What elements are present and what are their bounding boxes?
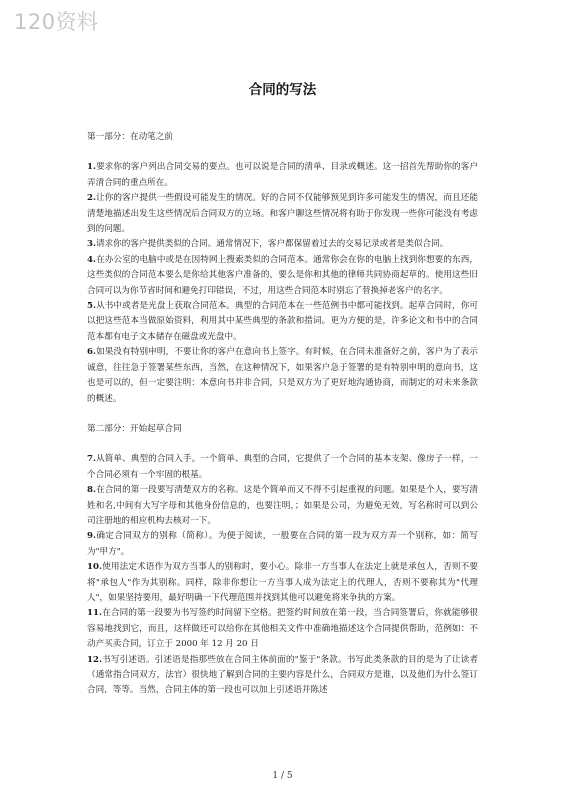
list-item	[87, 253, 478, 299]
list-item	[87, 560, 478, 606]
item-text: 要求你的客户列出合同交易的要点。也可以说是合同的清单、目录或概述。这一招首先帮助你的客户弄清合同的重点所在。	[87, 162, 478, 188]
page-number: 1 / 5	[272, 771, 293, 781]
section-heading: 第一部分：在动笔之前	[87, 132, 173, 142]
item-number: 3.	[87, 239, 96, 250]
item-text: 使用法定术语作为双方当事人的别称时，要小心。除非一方当事人在法定上就是承包人，否则不要将"承包人"作为其别称。同样，除非你想让一方当事人成为法定上的代理人，否则不要称其为"代理人"，如果坚持要用，最好明确一下代理范围并找到其他可以避免将来争执的方案。	[87, 562, 478, 603]
item-text: 从简单、典型的合同入手。一个简单、典型的合同，它提供了一个合同的基本支架、像房子一样，一个合同必须有一个牢固的根基。	[87, 454, 478, 480]
list-item	[87, 606, 478, 652]
item-number: 9.	[87, 531, 96, 542]
item-number: 8.	[87, 485, 96, 496]
list-item	[87, 237, 478, 252]
item-number: 7.	[87, 454, 96, 465]
item-number: 11.	[87, 608, 102, 619]
item-number: 6.	[87, 347, 96, 358]
list-item	[87, 345, 478, 407]
item-number: 1.	[87, 162, 96, 173]
section-heading: 第二部分：开始起草合同	[87, 423, 182, 434]
item-number: 2.	[87, 193, 96, 204]
item-text: 让你的客户提供一些假设可能发生的情况。好的合同不仅能够预见到许多可能发生的情况，而且还能清楚地描述出发生这些情况后合同双方的立场。和客户聊这些情况将有助于你发现一些你可能没有考虑到的问题。	[87, 193, 478, 235]
item-number: 12.	[87, 654, 102, 665]
document-body	[87, 130, 478, 699]
list-item	[87, 653, 478, 699]
list-item	[87, 483, 478, 529]
item-text: 在合同的第一段要为书写签约时间留下空格。把签约时间放在第一段，当合同签署后，你就能够很容易地找到它，而且，这样做还可以给你在其他相关文件中准确地描述这个合同提供帮助，范例如：不动产买卖合同，订立于 2000 年 12 月 20 日	[87, 608, 478, 650]
item-text: 确定合同双方的别称（简称）。为便于阅读，一般要在合同的第一段为双方弄一个别称，如：简写为"甲方"。	[87, 531, 478, 557]
document-title: 合同的写法	[248, 82, 317, 98]
item-text: 请求你的客户提供类似的合同。通常情况下，客户都保留着过去的交易记录或者是类似合同。	[95, 239, 449, 250]
item-text: 在办公室的电脑中或是在因特网上搜索类似的合同范本。通常你会在你的电脑上找到你想要的东西，这些类似的合同范本要么是你给其他客户准备的，要么是你和其他的律师共同协商起草的。使用这些旧合同可以为你节省时间和避免打印错误，不过，用这些合同范本时别忘了替换掉老客户的名字。	[87, 254, 478, 296]
list-item	[87, 160, 478, 191]
list-item	[87, 529, 478, 560]
list-item	[87, 299, 478, 345]
list-item	[87, 452, 478, 483]
item-number: 10.	[87, 562, 102, 573]
item-number: 4.	[87, 254, 96, 265]
watermark-logo: 120资料	[14, 10, 99, 34]
item-number: 5.	[87, 301, 96, 312]
item-text: 在合同的第一段要写清楚双方的名称。这是个简单而又不得不引起重视的问题。如果是个人，要写清姓和名,中间有大写字母和其他身份信息的，也要注明，；如果是公司，为避免无效，写名称时可以到公司注册地的相应机构去核对一下。	[87, 485, 478, 526]
item-text: 如果没有特别申明，不要让你的客户在意向书上签字。有时候，在合同未准备好之前，客户为了表示诚意，往往急于签署某些东西，当然，在这种情况下，如果客户急于签署的是有特别申明的意向书，这也是可以的，但一定要注明：本意向书并非合同，只是双方为了更好地沟通协商，而制定的对未来条款的概述。	[87, 347, 478, 404]
item-text: 从书中或者是光盘上获取合同范本。典型的合同范本在一些范例书中都可能找到。起草合同时，你可以把这些范本当做原始资料，利用其中某些典型的条款和措词。更为方便的是，许多论文和书中的合同范本都有电子文本储存在磁盘或光盘中。	[87, 301, 478, 342]
item-text: 书写引述语。引述语是指那些放在合同主体前面的"鉴于"条款。书写此类条款的目的是为了让读者（通常指合同双方，法官）很快地了解到合同的主要内容是什么，合同双方是谁，以及他们为什么签订合同，等等。当然，合同主体的第一段也可以加上引述语并陈述	[87, 654, 478, 696]
list-item	[87, 191, 478, 237]
